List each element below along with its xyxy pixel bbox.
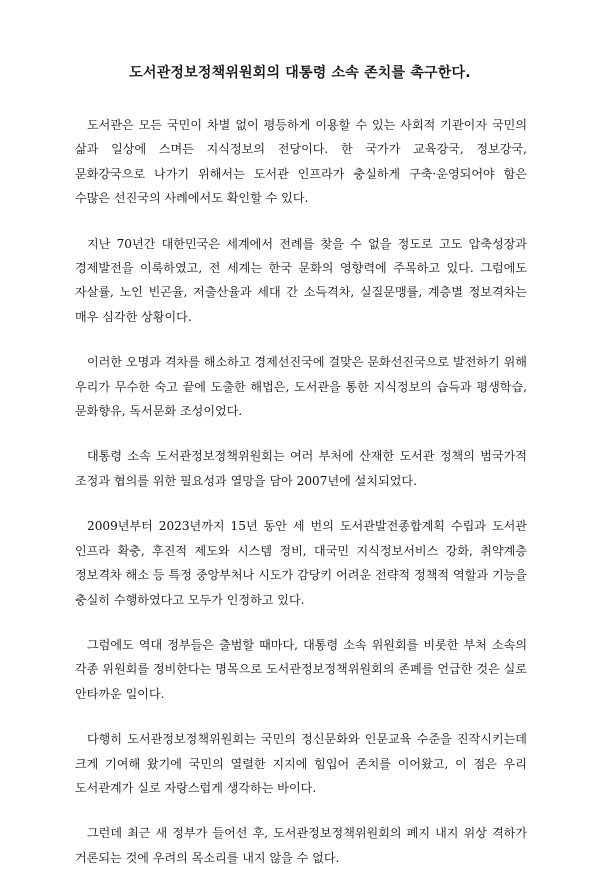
paragraph-8: 그런데 최근 새 정부가 들어선 후, 도서관정보정책위원회의 폐지 내지 위상 격하가 거론되는 것에 우려의 목소리를 내지 않을 수 없다. (75, 826, 527, 865)
paragraph-4: 대통령 소속 도서관정보정책위원회는 여러 부처에 산재한 도서관 정책의 범국가적 조정과 협의를 위한 필요성과 열망을 담아 2007년에 설치되었다. (75, 449, 527, 488)
paragraph-5: 2009년부터 2023년까지 15년 동안 세 번의 도서관발전종합계획 수립과 도서관 인프라 확충, 후진적 제도와 시스템 정비, 대국민 지식정보서비스 강화, 취약계층 정보격차 해소 등 특정 중앙부처나 시도가 감당키 어려운 전략적 정책적 역할과 기능을 충실히 수행하였다고 모두가 인정하고 있다. (75, 519, 527, 607)
paragraph-6: 그럼에도 역대 정부들은 출범할 때마다, 대통령 소속 위원회를 비롯한 부처 소속의 각종 위원회를 정비한다는 명목으로 도서관정보정책위원회의 존폐를 언급한 것은 실로 안타까운 일이다. (75, 637, 527, 701)
document-title: 도서관정보정책위원회의 대통령 소속 존치를 촉구한다. (129, 65, 471, 81)
paragraph-2: 지난 70년간 대한민국은 세계에서 전례를 찾을 수 없을 정도로 고도 압축성장과 경제발전을 이룩하였고, 전 세계는 한국 문화의 영향력에 주목하고 있다. 그럼에도 자살률, 노인 빈곤율, 저출산율과 세대 간 소득격차, 실질문맹률, 계층별 정보격차는 매우 심각한 상황이다. (75, 236, 527, 324)
paragraph-3: 이러한 오명과 격차를 해소하고 경제선진국에 걸맞은 문화선진국으로 발전하기 위해 우리가 무수한 숙고 끝에 도출한 해법은, 도서관을 통한 지식정보의 습득과 평생학습, 문화향유, 독서문화 조성이었다. (75, 355, 527, 419)
paragraph-7: 다행히 도서관정보정책위원회는 국민의 정신문화와 인문교육 수준을 진작시키는데 크게 기여해 왔기에 국민의 열렬한 지지에 힘입어 존치를 이어왔고, 이 점은 우리 도서관계가 실로 자랑스럽게 생각하는 바이다. (75, 732, 527, 795)
paragraph-1: 도서관은 모든 국민이 차별 없이 평등하게 이용할 수 있는 사회적 기관이자 국민의 삶과 일상에 스며든 지식정보의 전당이다. 한 국가가 교육강국, 정보강국, 문화강국으로 나가기 위해서는 도서관 인프라가 충실하게 구축·운영되어야 함은 수많은 선진국의 사례에서도 확인할 수 있다. (75, 118, 527, 206)
document-body (75, 113, 527, 891)
